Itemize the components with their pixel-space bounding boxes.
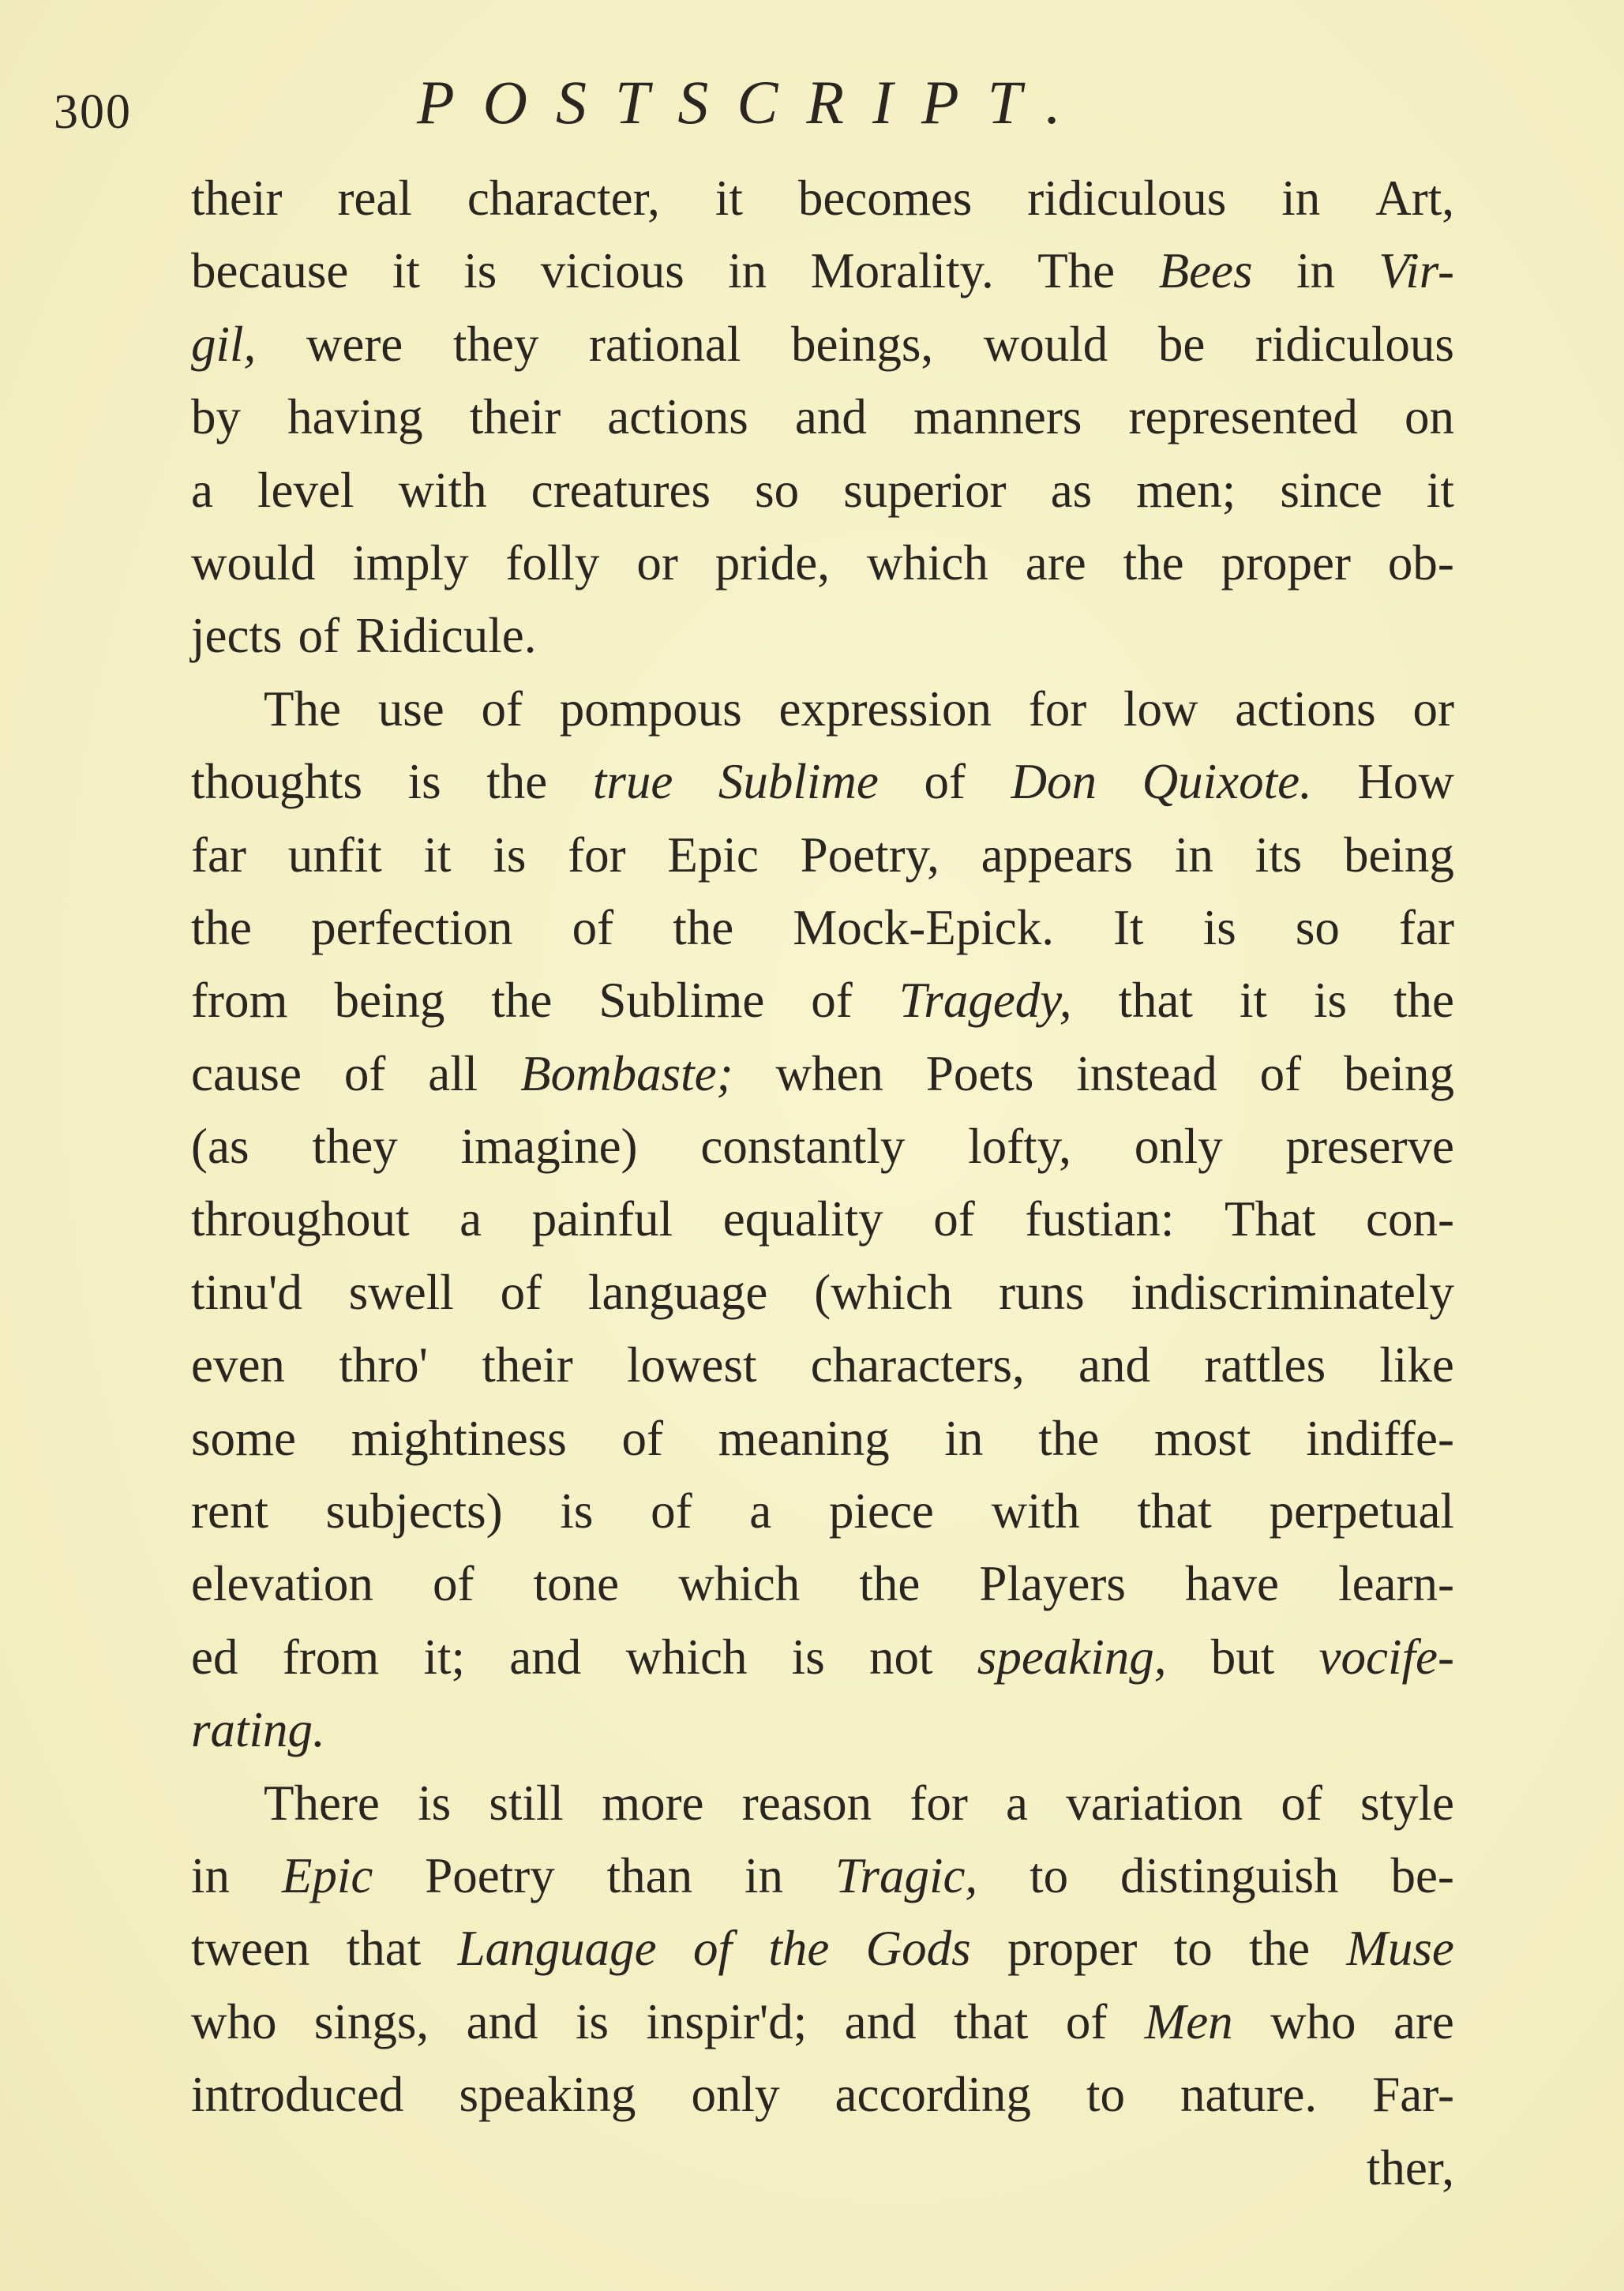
word: they [452,316,539,372]
word: swell [348,1264,454,1320]
word: like [1379,1337,1454,1393]
word: throughout [191,1191,410,1247]
word: the [1249,1921,1311,1977]
word: in [1174,827,1213,883]
word: Poetry [425,1847,555,1903]
word: it [392,243,420,299]
word: their [469,389,561,445]
word: elevation [191,1556,373,1612]
word: of [924,754,966,810]
word: the [1123,534,1184,591]
word: all [428,1045,478,1101]
word: It [1113,899,1144,955]
word: Players [979,1556,1126,1612]
text-line [191,234,1454,307]
word: in [744,1847,783,1903]
word: for [1028,681,1087,737]
word: a [191,462,213,518]
word: instead [1076,1045,1217,1101]
word: creatures [531,462,711,518]
word: Art, [1375,171,1454,226]
word: and [794,389,867,445]
word: reason [741,1775,872,1831]
word: pompous [559,681,742,737]
italic-word: Epic [281,1847,373,1903]
word: piece [828,1483,934,1539]
text-line [191,2132,1454,2204]
word: being [334,973,445,1029]
word: is [418,1775,452,1831]
word: of [500,1264,542,1320]
word: than [606,1847,693,1903]
word: when [775,1045,883,1101]
word: it; [423,1629,465,1685]
text-line [191,1912,1454,1985]
word: its [1255,827,1303,883]
word: is [1202,899,1236,955]
body-text [191,162,1454,2204]
word: thoughts [191,754,363,810]
word: tween [191,1921,310,1977]
page-number: 300 [54,85,132,139]
word: who [1270,1993,1356,2049]
word: not [869,1629,933,1685]
word: (which [814,1264,953,1320]
word: as [1050,462,1093,518]
word: in [944,1410,984,1466]
text-line [191,891,1454,964]
word: The [264,681,341,737]
word: by [191,389,241,445]
italic-word: Sublime [718,754,879,810]
word: of [651,1483,692,1539]
word: distinguish [1120,1847,1339,1903]
word: being [1344,1045,1454,1101]
text-line [191,308,1454,381]
word: the [1038,1410,1100,1466]
word: it [714,171,743,226]
word: nature. [1180,2067,1318,2123]
word: perpetual [1269,1483,1454,1539]
italic-word: Vir- [1378,243,1454,299]
word: in [728,243,767,299]
word: real [337,171,412,226]
word: is [575,1993,609,2049]
text-line [191,1985,1454,2058]
word: Mock-Epick. [793,899,1054,955]
word: it [1426,462,1454,518]
text-line [191,527,1454,599]
word: that [1137,1483,1212,1539]
word: speaking [459,2067,636,2123]
word: that [953,1993,1029,2049]
word: according [835,2067,1031,2123]
word: which [678,1556,801,1612]
word: perfection [311,899,513,955]
word: Epic [667,827,759,883]
word: so [755,462,800,518]
word: is [493,827,527,883]
word: the [859,1556,921,1612]
text-line [191,1767,1454,1839]
text-line [191,1693,1454,1766]
word: imagine) [460,1119,638,1175]
word: would [983,316,1108,372]
word: it [1239,973,1267,1029]
text-line [191,1329,1454,1401]
word: pride, [714,534,830,591]
word: language [588,1264,768,1320]
word: thro' [339,1337,429,1393]
word: is [1313,973,1347,1029]
word: their [482,1337,573,1393]
text-line [191,1110,1454,1183]
word: indiscriminately [1131,1264,1454,1320]
word: some [191,1410,296,1466]
word: of [1281,1775,1322,1831]
word: lowest [626,1337,757,1393]
word: use [377,681,444,737]
word: of [621,1410,663,1466]
word: actions [607,389,748,445]
word: to [1173,1921,1213,1977]
word: it [423,827,452,883]
word: is [791,1629,825,1685]
word: folly [505,534,600,591]
word: ed [191,1629,238,1685]
word: Poets [925,1045,1034,1101]
word: equality [722,1191,883,1247]
italic-word: vocife- [1318,1629,1454,1685]
italic-word: speaking, [977,1629,1167,1685]
word: to [1030,1847,1069,1903]
word: to [1086,2067,1125,2123]
word: so [1295,899,1340,955]
word: preserve [1285,1119,1454,1175]
word: men; [1136,462,1236,518]
word: Sublime [598,973,765,1029]
word: in [1296,243,1335,299]
word: indiffe- [1306,1410,1454,1466]
word: have [1185,1556,1279,1612]
word: is [407,754,441,810]
word: style [1360,1775,1454,1831]
word: represented [1128,389,1358,445]
running-head: POSTSCRIPT. [417,68,1090,137]
word: be [1157,316,1206,372]
word: meaning [718,1410,890,1466]
word: ther, [1366,2139,1454,2195]
word: are [1393,1993,1454,2049]
word: the [486,754,548,810]
italic-word: Gods [865,1921,971,1977]
word: appears [981,827,1134,883]
word: in [1281,171,1321,226]
italic-word: Muse [1346,1921,1454,1977]
word: low [1123,681,1198,737]
word: imply [352,534,469,591]
word: and [844,1993,917,2049]
italic-word: Men [1144,1993,1233,2049]
word: a [459,1191,482,1247]
italic-word: Tragic, [835,1847,978,1903]
word: The [1037,243,1116,299]
word: introduced [191,2067,404,2123]
word: of [481,681,523,737]
text-line [191,1839,1454,1912]
text-line [191,964,1454,1037]
word: only [691,2067,780,2123]
word: of [1259,1045,1302,1101]
word: the [1393,973,1454,1029]
italic-word: rating. [191,1702,325,1758]
word: for [910,1775,968,1831]
word: that [1118,973,1193,1029]
word: Poetry, [800,827,940,883]
word: (as [191,1119,249,1175]
word: superior [843,462,1007,518]
word: having [287,389,423,445]
word: vicious [540,243,684,299]
word: manners [913,389,1082,445]
italic-word: Tragedy, [898,973,1072,1029]
text-line [191,2058,1454,2131]
word: How [1357,754,1454,810]
word: There [264,1775,380,1831]
text-line [191,599,1454,672]
word: tinu'd [191,1264,302,1320]
italic-word: Don [1011,754,1097,810]
word: in [191,1847,231,1903]
word: the [191,899,252,955]
text-line [191,1037,1454,1110]
italic-word: Bees [1158,243,1253,299]
word: and [509,1629,582,1685]
word: but [1210,1629,1275,1685]
word: painful [531,1191,673,1247]
italic-word: gil, [191,316,257,372]
word: or [636,534,678,591]
word: becomes [797,171,973,226]
word: who [191,1993,277,2049]
word: tone [533,1556,620,1612]
word: more [602,1775,704,1831]
italic-word: of [692,1921,732,1977]
word: fustian: [1025,1191,1175,1247]
word: only [1134,1119,1223,1175]
word: or [1412,681,1454,737]
word: subjects) [325,1483,503,1539]
word: of [343,1045,386,1101]
word: lofty, [968,1119,1071,1175]
word: because [191,243,349,299]
text-line [191,673,1454,745]
page-header [0,67,1624,154]
word: beings, [790,316,934,372]
text-line [191,1256,1454,1329]
word: variation [1066,1775,1243,1831]
word: and [466,1993,538,2049]
word: for [568,827,626,883]
word: since [1280,462,1382,518]
text-line [191,1547,1454,1620]
word: rattles [1204,1337,1326,1393]
word: be- [1390,1847,1454,1903]
word: from [191,973,288,1029]
word: Ridicule. [355,608,537,664]
word: characters, [810,1337,1025,1393]
word: mightiness [351,1410,567,1466]
text-line [191,1621,1454,1693]
word: would [191,534,316,591]
word: rent [191,1483,268,1539]
word: ridiculous [1255,316,1454,372]
word: inspir'd; [646,1993,808,2049]
word: with [398,462,487,518]
word: the [673,899,734,955]
text-line [191,1183,1454,1255]
word: of [1065,1993,1108,2049]
italic-word: true [592,754,673,810]
italic-word: Language [457,1921,657,1977]
word: on [1405,389,1454,445]
word: a [1006,1775,1028,1831]
word: being [1343,827,1454,883]
word: level [257,462,354,518]
word: the [491,973,553,1029]
word: of [811,973,853,1029]
word: that [346,1921,422,1977]
text-line [191,454,1454,527]
word: learn- [1338,1556,1454,1612]
word: is [463,243,497,299]
word: still [489,1775,564,1831]
word: con- [1366,1191,1454,1247]
word: Far- [1372,2067,1454,2123]
word: far [191,827,246,883]
word: expression [778,681,992,737]
word: which [866,534,988,591]
word: actions [1235,681,1376,737]
word: were [306,316,403,372]
word: most [1153,1410,1251,1466]
word: runs [999,1264,1085,1320]
word: constantly [700,1119,906,1175]
word: are [1025,534,1086,591]
word: jects [191,608,283,664]
word: That [1224,1191,1316,1247]
word: unfit [287,827,382,883]
text-line [191,162,1454,234]
text-line [191,745,1454,818]
word: of [933,1191,975,1247]
word: ridiculous [1027,171,1227,226]
word: and [1078,1337,1150,1393]
word: proper [1221,534,1351,591]
text-line [191,819,1454,891]
word: their [191,171,283,226]
word: far [1399,899,1454,955]
italic-word: Quixote. [1142,754,1312,810]
word: is [560,1483,594,1539]
text-line [191,1402,1454,1475]
word: character, [467,171,660,226]
word: rational [588,316,741,372]
word: ob- [1387,534,1454,591]
word: a [749,1483,772,1539]
word: proper [1007,1921,1138,1977]
word: cause [191,1045,302,1101]
word: of [298,608,340,664]
text-line [191,1475,1454,1547]
text-line [191,381,1454,453]
word: with [991,1483,1080,1539]
italic-word: Bombaste; [520,1045,733,1101]
italic-word: the [768,1921,830,1977]
word: of [572,899,614,955]
word: they [312,1119,398,1175]
word: of [433,1556,474,1612]
word: from [282,1629,380,1685]
word: which [625,1629,748,1685]
word: even [191,1337,285,1393]
word: Morality. [810,243,994,299]
word: sings, [313,1993,429,2049]
